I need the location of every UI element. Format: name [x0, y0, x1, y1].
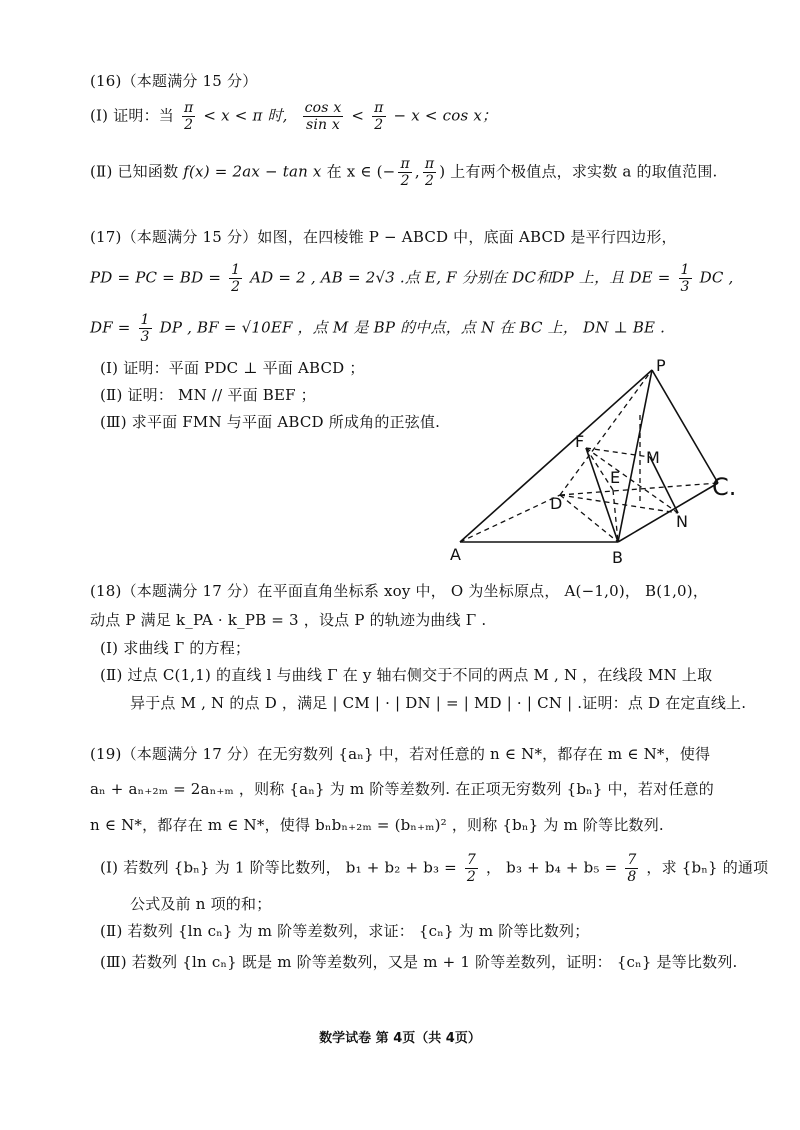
q19-line3: n ∈ N*，都存在 m ∈ N*，使得 bₙbₙ₊₂ₘ = (bₙ₊ₘ)² ，则称 {bₙ} 为 m 阶等比数列. — [90, 816, 664, 834]
edge-DN-hidden — [560, 495, 678, 513]
fraction-numerator: π — [374, 100, 384, 116]
q16-header: (16)（本题满分 15 分） — [90, 72, 258, 90]
q17-line2-a: PD = PC = BD = — [90, 268, 222, 287]
q17-line2-b: AD = 2 , AB = 2√3 .点 E, F 分别在 DC和DP 上，且 DE = — [250, 268, 671, 287]
fraction-numerator: 1 — [140, 312, 150, 328]
fraction-numerator: π — [400, 156, 410, 172]
fraction-denominator: 3 — [680, 279, 690, 295]
edge-AD-hidden — [460, 494, 563, 542]
q17-line2-fraction-1 — [229, 262, 242, 295]
q16-p2-prefix: (Ⅱ) 已知函数 — [90, 162, 179, 181]
fraction-denominator: 3 — [140, 329, 150, 345]
fraction-denominator: 2 — [231, 279, 241, 295]
label-B: B — [612, 548, 623, 567]
fraction-numerator: π — [183, 100, 194, 116]
q17-line2 — [90, 262, 733, 295]
q19-p1-b: ， b₃ + b₄ + b₅ = — [486, 858, 618, 877]
q19-p1-c: ，求 {bₙ} 的通项 — [646, 858, 769, 877]
q19-part1-cont: 公式及前 n 项的和； — [130, 895, 272, 913]
edge-FE-hidden — [586, 448, 613, 490]
edge-FN-hidden — [586, 448, 678, 513]
fraction-denominator: sin x — [306, 117, 341, 133]
page-footer: 数学试卷 第 4页（共 4页） — [319, 1031, 481, 1046]
fraction-numerator: 7 — [466, 852, 477, 868]
q19-line1: (19)（本题满分 17 分）在无穷数列 {aₙ} 中，若对任意的 n ∈ N*，都存在 m ∈ N*，使得 — [90, 745, 711, 763]
q16-p2-fraction-1 — [398, 156, 411, 189]
fraction-numerator: 1 — [231, 262, 241, 278]
q16-p2-fraction-2 — [423, 156, 436, 189]
edge-PC — [652, 370, 718, 483]
q18-line1: (18)（本题满分 17 分）在平面直角坐标系 xoy 中， O 为坐标原点， A(−1,0)， B(1,0)， — [90, 582, 709, 600]
q17-line3-fraction — [139, 312, 152, 345]
q16-part2 — [90, 156, 718, 189]
q17-line3-b: DP , BF = √10EF ，点 M 是 BP 的中点，点 N 在 BC 上， DN ⊥ BE . — [159, 318, 666, 337]
label-P: P — [656, 356, 666, 375]
q16-p2-mid: 在 x ∈ (− — [326, 162, 396, 181]
q17-line3-a: DF = — [90, 318, 131, 337]
q16-p2-function: f(x) = 2ax − tan x — [183, 162, 322, 181]
label-A: A — [450, 545, 461, 564]
q16-p1-fraction-2 — [372, 100, 385, 133]
fraction-numerator: cos x — [304, 100, 342, 116]
fraction-denominator: 2 — [374, 117, 384, 133]
q16-p2-tail: ) 上有两个极值点，求实数 a 的取值范围. — [439, 162, 718, 181]
q19-part3: (Ⅲ) 若数列 {ln cₙ} 既是 m 阶等差数列，又是 m + 1 阶等差数列，证明： {cₙ} 是等比数列. — [100, 953, 738, 971]
q18-line2: 动点 P 满足 k_PA · k_PB = 3 ，设点 P 的轨迹为曲线 Γ . — [90, 611, 487, 629]
q16-p1-less-than: < — [351, 106, 365, 125]
q17-line2-c: DC , — [699, 268, 734, 287]
fraction-numerator: 7 — [627, 852, 637, 868]
label-F: F — [575, 432, 585, 451]
q18-part1: (Ⅰ) 求曲线 Γ 的方程； — [100, 639, 251, 657]
label-N: N — [676, 512, 688, 531]
q18-part2-cont: 异于点 M , N 的点 D ，满足 | CM | · | DN | = | MD | · | CN | .证明：点 D 在定直线上. — [130, 694, 747, 712]
fraction-numerator: π — [424, 156, 435, 172]
label-M: M — [646, 448, 660, 467]
q18-part2: (Ⅱ) 过点 C(1,1) 的直线 l 与曲线 Γ 在 y 轴右侧交于不同的两点 M , N ，在线段 MN 上取 — [100, 666, 713, 684]
q16-p1-fraction-1 — [303, 100, 344, 133]
q16-p1-prefix: (Ⅰ) 证明：当 — [90, 106, 174, 125]
edge-DP-hidden — [560, 370, 652, 495]
q16-p1-condition: < x < π 时, — [203, 106, 288, 125]
fraction-denominator: 2 — [424, 173, 435, 189]
label-E: E — [610, 468, 621, 487]
q19-part2: (Ⅱ) 若数列 {ln cₙ} 为 m 阶等差数列，求证： {cₙ} 为 m 阶等比数列； — [100, 922, 590, 940]
q16-p1-cond-fraction — [182, 100, 195, 133]
q16-p2-comma: , — [414, 162, 420, 181]
q16-p1-tail: − x < cos x； — [393, 106, 498, 125]
pyramid-figure — [440, 355, 750, 570]
q17-line2-fraction-2 — [679, 262, 692, 295]
fraction-denominator: 2 — [466, 869, 477, 885]
label-D: D — [550, 494, 563, 513]
q17-line3 — [90, 312, 665, 345]
q19-p1-fraction-2 — [625, 852, 638, 885]
fraction-numerator: 1 — [680, 262, 690, 278]
q19-part1 — [100, 852, 768, 885]
q17-part1: (Ⅰ) 证明：平面 PDC ⊥ 平面 ABCD ； — [100, 359, 365, 377]
q19-p1-fraction-1 — [465, 852, 478, 885]
q19-p1-a: (Ⅰ) 若数列 {bₙ} 为 1 阶等比数列， b₁ + b₂ + b₃ = — [100, 858, 457, 877]
q17-part2: (Ⅱ) 证明： MN // 平面 BEF ； — [100, 386, 316, 404]
fraction-denominator: 2 — [184, 117, 194, 133]
label-C: C. — [712, 473, 737, 501]
q19-line2: aₙ + aₙ₊₂ₘ = 2aₙ₊ₘ ，则称 {aₙ} 为 m 阶等差数列. 在正项无穷数列 {bₙ} 中，若对任意的 — [90, 780, 714, 798]
fraction-denominator: 2 — [400, 173, 410, 189]
q16-part1 — [90, 100, 497, 133]
q17-part3: (Ⅲ) 求平面 FMN 与平面 ABCD 所成角的正弦值. — [100, 413, 441, 431]
fraction-denominator: 8 — [627, 869, 637, 885]
q17-header: (17)（本题满分 15 分）如图，在四棱锥 P − ABCD 中，底面 ABCD 是平行四边形， — [90, 228, 677, 246]
